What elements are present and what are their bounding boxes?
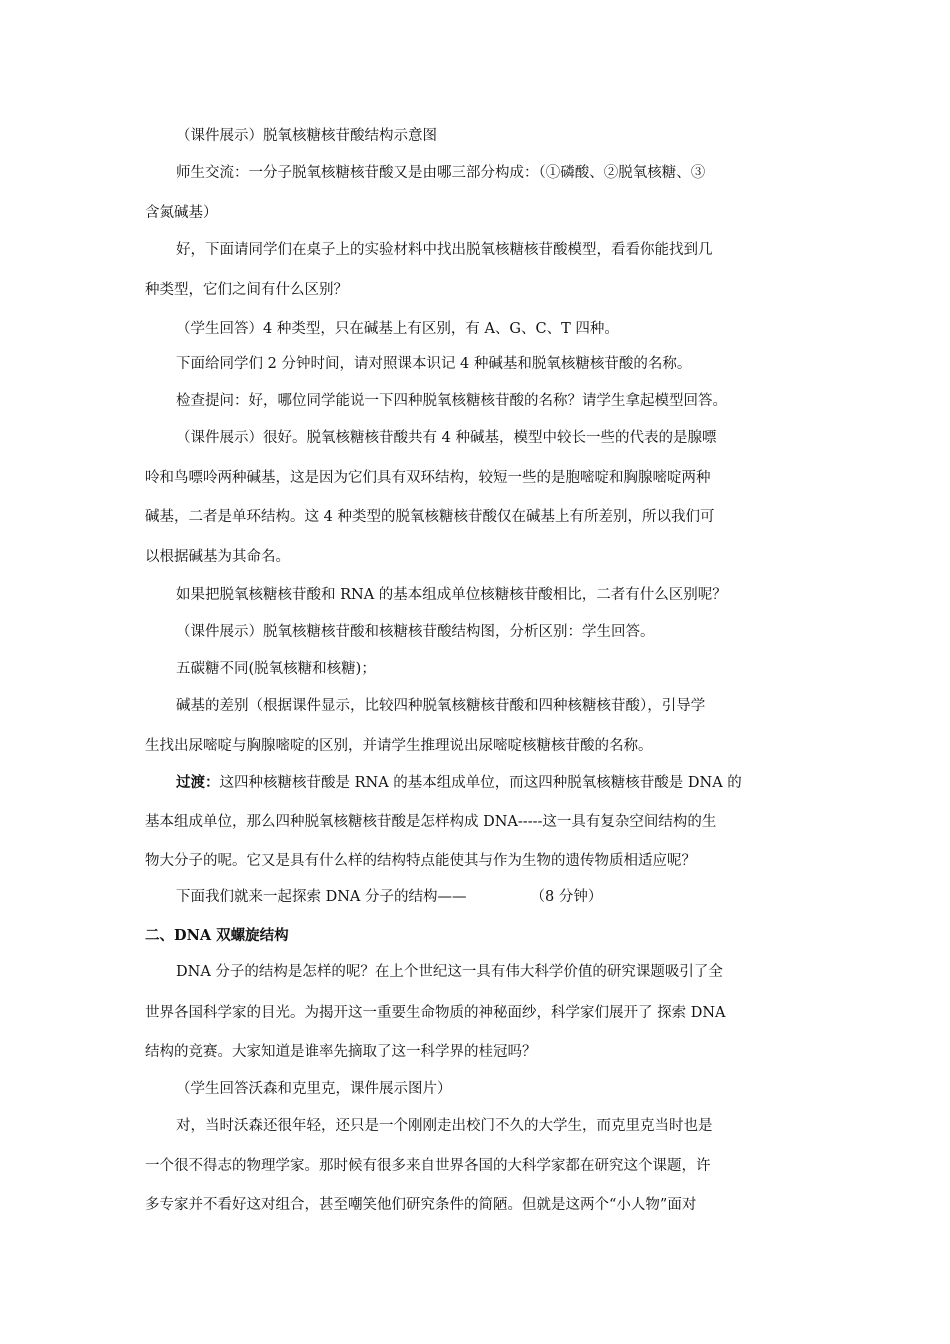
text-line: （学生回答）4 种类型，只在碱基上有区别，有 A、G、C、T 四种。 xyxy=(176,321,619,337)
text-line xyxy=(176,887,811,907)
text-line: 基本组成单位，那么四种脱氧核糖核苷酸是怎样构成 DNA-----这一具有复杂空间结构的生 xyxy=(145,814,717,830)
text-line: 种类型，它们之间有什么区别？ xyxy=(145,282,348,298)
text-line: 结构的竞赛。大家知道是谁率先摘取了这一科学界的桂冠吗？ xyxy=(145,1044,537,1060)
text-line: 世界各国科学家的目光。为揭开这一重要生命物质的神秘面纱，科学家们展开了 探索 DNA xyxy=(145,1005,726,1021)
text-line: （课件展示）很好。脱氧核糖核苷酸共有 4 种碱基，模型中较长一些的代表的是腺嘌 xyxy=(176,430,717,446)
text-line: 呤和鸟嘌呤两种碱基，这是因为它们具有双环结构，较短一些的是胞嘧啶和胸腺嘧啶两种 xyxy=(145,470,711,486)
text-line: 碱基，二者是单环结构。这 4 种类型的脱氧核糖核苷酸仅在碱基上有所差别，所以我们可 xyxy=(145,509,715,525)
section-heading: 二、DNA 双螺旋结构 xyxy=(145,927,289,944)
text-line: （学生回答沃森和克里克，课件展示图片） xyxy=(176,1081,452,1097)
text-line-body: 这四种核糖核苷酸是 RNA 的基本组成单位，而这四种脱氧核糖核苷酸是 DNA 的 xyxy=(219,775,742,791)
text-line xyxy=(176,773,811,793)
text-line: 碱基的差别（根据课件显示，比较四种脱氧核糖核苷酸和四种核糖核苷酸），引导学 xyxy=(176,698,706,714)
time-note: （8 分钟） xyxy=(530,889,603,905)
text-line: 多专家并不看好这对组合，甚至嘲笑他们研究条件的简陋。但就是这两个“小人物”面对 xyxy=(145,1197,697,1213)
text-line: 以根据碱基为其命名。 xyxy=(145,549,290,565)
text-line: 物大分子的呢。它又是具有什么样的结构特点能使其与作为生物的遗传物质相适应呢？ xyxy=(145,853,696,869)
text-line-body: 下面我们就来一起探索 DNA 分子的结构—— xyxy=(176,889,467,905)
text-line: 生找出尿嘧啶与胸腺嘧啶的区别，并请学生推理说出尿嘧啶核糖核苷酸的名称。 xyxy=(145,738,653,754)
transition-label: 过渡： xyxy=(176,774,220,791)
text-line: （课件展示）脱氧核糖核苷酸结构示意图 xyxy=(176,128,437,144)
text-line: 五碳糖不同(脱氧核糖和核糖)； xyxy=(176,661,376,677)
text-line: （课件展示）脱氧核糖核苷酸和核糖核苷酸结构图，分析区别：学生回答。 xyxy=(176,624,655,640)
text-line: 检查提问：好，哪位同学能说一下四种脱氧核糖核苷酸的名称？请学生拿起模型回答。 xyxy=(176,393,727,409)
text-line: DNA 分子的结构是怎样的呢？在上个世纪这一具有伟大科学价值的研究课题吸引了全 xyxy=(176,964,723,980)
text-line: 下面给同学们 2 分钟时间，请对照课本识记 4 种碱基和脱氧核糖核苷酸的名称。 xyxy=(176,356,692,372)
text-line: 对，当时沃森还很年轻，还只是一个刚刚走出校门不久的大学生，而克里克当时也是 xyxy=(176,1118,713,1134)
text-line: 好，下面请同学们在桌子上的实验材料中找出脱氧核糖核苷酸模型，看看你能找到几 xyxy=(176,242,713,258)
text-line: 含氮碱基） xyxy=(145,205,218,221)
text-line: 如果把脱氧核糖核苷酸和 RNA 的基本组成单位核糖核苷酸相比，二者有什么区别呢？ xyxy=(176,587,727,603)
text-line: 师生交流：一分子脱氧核糖核苷酸又是由哪三部分构成：（①磷酸、②脱氧核糖、③ xyxy=(176,165,706,181)
text-line: 一个很不得志的物理学家。那时候有很多来自世界各国的大科学家都在研究这个课题，许 xyxy=(145,1158,711,1174)
